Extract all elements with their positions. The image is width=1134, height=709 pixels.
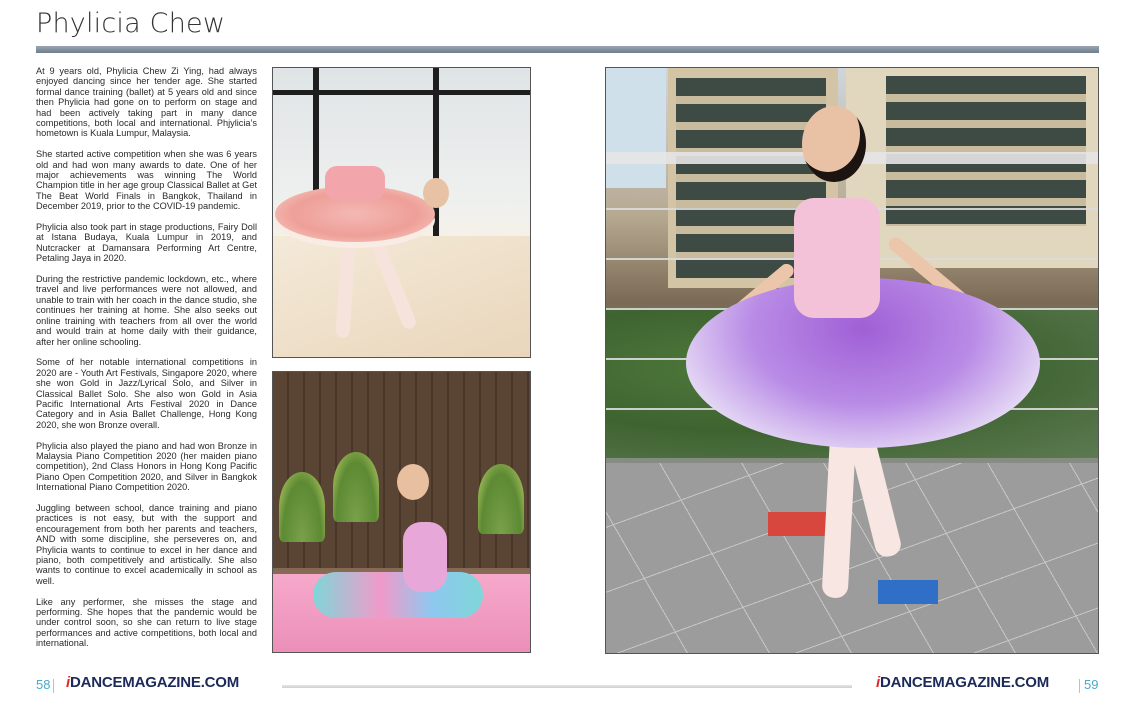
pink-leotard: [403, 522, 447, 592]
colorful-leggings: [313, 572, 483, 618]
red-mosaic-tile: [768, 512, 828, 536]
page-number-left: 58: [36, 677, 51, 692]
window-frame: [273, 90, 530, 95]
article-paragraph: Phylicia also took part in stage productions, Fairy Doll at Istana Budaya, Kuala Lumpur in 2019, and Nutcracker at Damansara Performing Art Centre, Petaling Jaya in 2020.: [36, 222, 257, 264]
building-windows: [886, 76, 1086, 226]
footer-rule: [282, 685, 852, 688]
article-paragraph: During the restrictive pandemic lockdown, etc., where travel and live performances were not allowed, and unable to train with her coach in the dance studio, she continues her training at home. She also seeks out online training with teachers from all over the world and would train at home daily with their guidance, after her online schooling.: [36, 274, 257, 347]
brand-logo-right: [876, 674, 1049, 691]
article-paragraph: At 9 years old, Phylicia Chew Zi Ying, had always enjoyed dancing since her tender age. She started formal dance training (ballet) at 5 years old and since then Phylicia had gone on to perform on stage and had been actively taking part in many dance competitions, both local and international. Phjylicia’s hometown is Kuala Lumpur, Malaysia.: [36, 66, 257, 139]
article-paragraph: Juggling between school, dance training and piano practices is not easy, but with the support and encouragement from both her parents and teachers, AND with some discipline, she perseveres on, and Phylicia wants to continue to excel in her dance and piano, both competitively and artistically. She also wants to continue to excel academically in school as well.: [36, 502, 257, 586]
article-body: [36, 66, 257, 659]
title-divider: [36, 46, 1099, 53]
article-paragraph: Phylicia also played the piano and had won Bronze in Malaysia Piano Competition 2020 (her maiden piano competition), 2nd Class Honors in Hong Kong Pacific Piano Open Competition 2020, and Silver in Bangkok International Piano Competition 2020.: [36, 440, 257, 493]
brand-logo-text: DANCEMAGAZINE.COM: [879, 674, 1050, 691]
page-number-right: 59: [1084, 677, 1099, 692]
blue-mosaic-tile: [878, 580, 938, 604]
brand-logo-i: i: [66, 674, 70, 691]
potted-plant: [333, 452, 379, 522]
building: [606, 68, 666, 188]
dancer-head: [397, 464, 429, 500]
brand-logo-text: DANCEMAGAZINE.COM: [69, 674, 240, 691]
folio-divider: [53, 679, 54, 693]
article-paragraph: Like any performer, she misses the stage and performing. She hopes that the pandemic would be under control soon, so she can return to live stage performances and active competitions, both local and international.: [36, 596, 257, 649]
pink-bodice: [794, 198, 880, 318]
photo-pink-tutu-backbend: [272, 67, 531, 358]
article-paragraph: She started active competition when she was 6 years old and had won many awards to date. One of her major achievements was winning The World Champion title in her age group Classical Ballet at Get The Beat World Finals in Bangkok, Thailand in December 2019, prior to the COVID-19 pandemic.: [36, 149, 257, 212]
pink-bodice: [325, 166, 385, 200]
brand-logo-i: i: [876, 674, 880, 691]
photo-purple-tutu-terrace: [605, 67, 1099, 654]
article-paragraph: Some of her notable international competitions in 2020 are - Youth Art Festivals, Singapore 2020, where she won Gold in Jazz/Lyrical Solo, and Silver in Classical Ballet Solo. She also won Gold in Asia Pacific International Arts Festival 2020 in Dance Category and in Asia Ballet Challenge, Hong Kong 2020, she won Bronze overall.: [36, 357, 257, 430]
potted-plant: [279, 472, 325, 542]
page-title: Phylicia Chew: [36, 8, 226, 39]
dancer-head: [802, 106, 866, 182]
photo-yoga-stretch: [272, 371, 531, 653]
dancer-head: [423, 178, 449, 208]
folio-divider: [1079, 679, 1080, 693]
brand-logo-left: [66, 674, 239, 691]
potted-plant: [478, 464, 524, 534]
